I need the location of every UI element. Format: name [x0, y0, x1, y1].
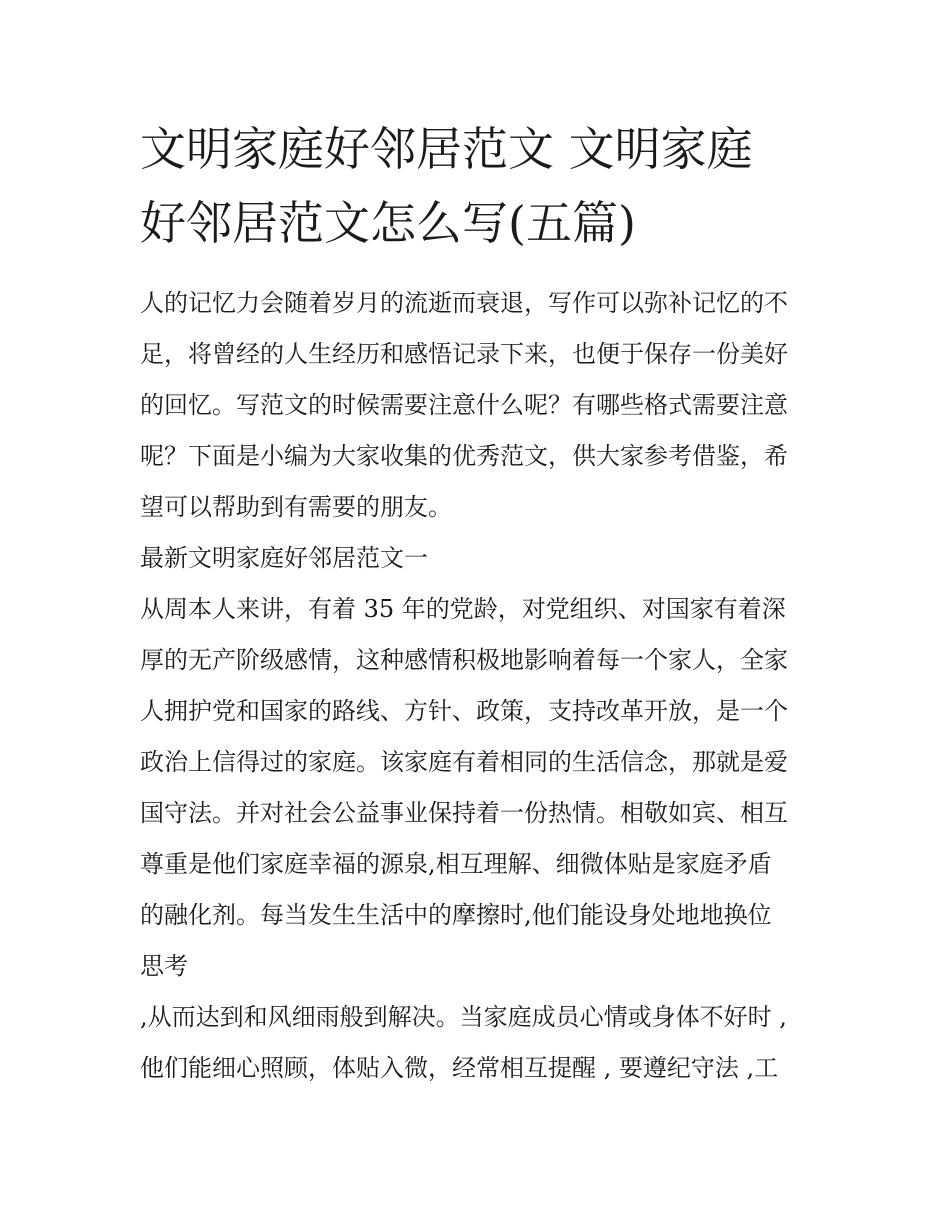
section-line: 厚的无产阶级感情，这种感情积极地影响着每一个家人，全家 — [140, 646, 788, 674]
section-line: 的融化剂。每当发生生活中的摩擦时,他们能设身处地地换位 — [140, 901, 772, 929]
intro-line: 人的记忆力会随着岁月的流逝而衰退，写作可以弥补记忆的不 — [140, 289, 788, 317]
document-body — [140, 278, 820, 1094]
section-line: 人拥护党和国家的路线、方针、政策，支持改革开放，是一个 — [140, 697, 788, 725]
section-heading: 最新文明家庭好邻居范文一 — [140, 544, 428, 572]
document-title — [140, 112, 820, 260]
section-line: 国守法。并对社会公益事业保持着一份热情。相敬如宾、相互 — [140, 799, 788, 827]
intro-line: 望可以帮助到有需要的朋友。 — [140, 493, 452, 521]
section-line: ,从而达到和风细雨般到解决。当家庭成员心情或身体不好时 , — [140, 1003, 787, 1031]
intro-line: 足，将曾经的人生经历和感悟记录下来，也便于保存一份美好 — [140, 340, 788, 368]
title-line: 文明家庭好邻居范文 文明家庭 — [140, 122, 753, 176]
section-line: 政治上信得过的家庭。该家庭有着相同的生活信念，那就是爱 — [140, 748, 788, 776]
section-line: 思考 — [140, 952, 188, 980]
title-line: 好邻居范文怎么写(五篇) — [140, 196, 636, 250]
intro-line: 的回忆。写范文的时候需要注意什么呢？有哪些格式需要注意 — [140, 391, 788, 419]
section-line: 从周本人来讲，有着 35 年的党龄，对党组织、对国家有着深 — [140, 595, 786, 623]
intro-line: 呢？下面是小编为大家收集的优秀范文，供大家参考借鉴，希 — [140, 442, 788, 470]
section-line: 尊重是他们家庭幸福的源泉,相互理解、细微体贴是家庭矛盾 — [140, 850, 772, 878]
section-line: 他们能细心照顾，体贴入微，经常相互提醒 , 要遵纪守法 ,工 — [140, 1054, 779, 1082]
